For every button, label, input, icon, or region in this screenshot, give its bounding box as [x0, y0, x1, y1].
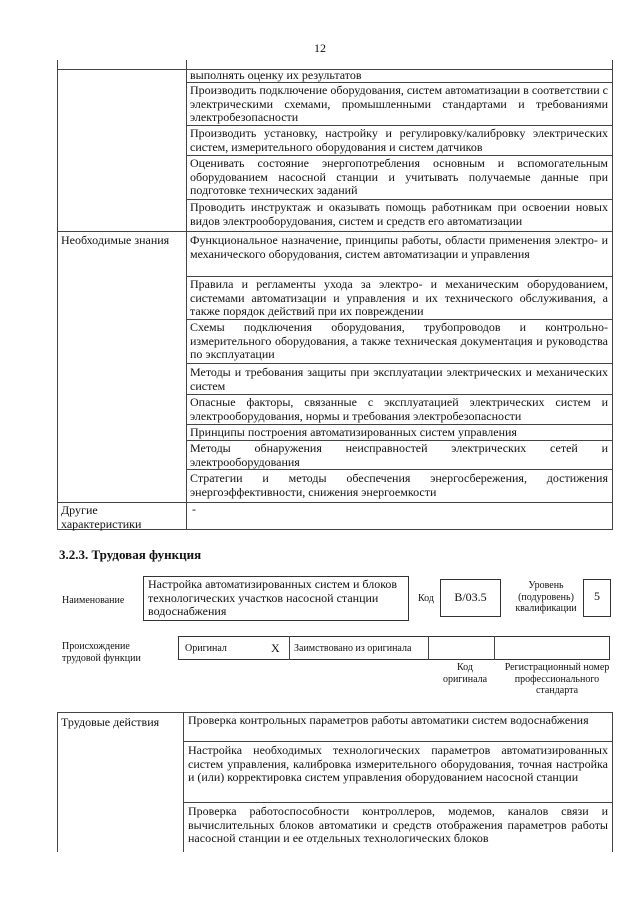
- skill-cell: Производить установку, настройку и регулировку/калибровку электрических систем, измерительного оборудования и систем датчиков: [190, 126, 608, 154]
- labor-action-cell: Проверка контрольных параметров работы автоматики систем водоснабжения: [188, 713, 589, 727]
- knowledge-cell: Методы обнаружения неисправностей электрических сетей и электрооборудования: [190, 441, 608, 469]
- labor-actions-label: Трудовые действия: [61, 715, 160, 729]
- registration-number-caption: Регистрационный номер профессионального стандарта: [504, 662, 610, 696]
- level-value: 5: [594, 589, 600, 603]
- function-name: Настройка автоматизированных систем и блоков технологических участков насосной станции водоснабжения: [148, 577, 398, 618]
- name-label: Наименование: [62, 595, 125, 606]
- knowledge-cell: Функциональное назначение, принципы работы, области применения электро- и механического оборудования, систем автоматизации и управления: [190, 233, 608, 261]
- knowledge-cell: Стратегии и методы обеспечения энергосбережения, достижения энергоэффективности, снижения энергоемкости: [190, 471, 608, 499]
- knowledge-label: Необходимые знания: [61, 233, 170, 247]
- labor-action-cell: Проверка работоспособности контроллеров, модемов, каналов связи и вычислительных блоков автоматики и средств отображения параметров работы насосной станции и ее отдельных технологических блоков: [188, 804, 608, 845]
- origin-code-caption: Код оригинала: [442, 662, 488, 685]
- qualification-level-label: Уровень (подуровень) квалификации: [515, 580, 577, 614]
- other-characteristics-label: Другие характеристики: [61, 503, 142, 531]
- labor-action-cell: Настройка необходимых технологических параметров автоматизированных систем управления, калибровка измерительного оборудования, точная настройка и (или) корректировка систем управления оборудованием насосной станции: [188, 743, 608, 784]
- skill-cell: Производить подключение оборудования, систем автоматизации в соответствии с электрическими схемами, промышленными стандартами и требованиями электробезопасности: [190, 83, 608, 124]
- skill-cell: Проводить инструктаж и оказывать помощь работникам при освоении новых видов электрооборудования, систем и средств его автоматизации: [190, 200, 608, 228]
- skill-cell: Оценивать состояние энергопотребления основным и вспомогательным оборудованием насосной станции и учитывать получаемые данные при подготовке технических заданий: [190, 156, 608, 197]
- knowledge-cell: Схемы подключения оборудования, трубопроводов и контрольно-измерительного оборудования, а также техническая документация и руководства по эксплуатации: [190, 320, 608, 361]
- knowledge-cell: Правила и регламенты ухода за электро- и механическим оборудованием, системами автоматизации и управления и их технического обслуживания, а также порядок действий при их повреждении: [190, 277, 608, 318]
- page-number: 12: [314, 41, 326, 55]
- other-characteristics-value: -: [192, 502, 196, 516]
- origin-label: Происхождение трудовой функции: [62, 641, 141, 664]
- code-label: Код: [418, 593, 434, 604]
- knowledge-cell: Опасные факторы, связанные с эксплуатацией электрических систем и электрооборудования, нормы и требования электробезопасности: [190, 395, 608, 423]
- borrowed-label: Заимствовано из оригинала: [294, 643, 412, 654]
- code-value: B/03.5: [454, 590, 487, 604]
- original-label: Оригинал: [185, 643, 227, 654]
- original-mark: X: [271, 641, 280, 655]
- skill-cell: выполнять оценку их результатов: [190, 68, 362, 82]
- knowledge-cell: Методы и требования защиты при эксплуатации электрических и механических систем: [190, 365, 608, 393]
- section-title: 3.2.3. Трудовая функция: [59, 547, 202, 562]
- knowledge-cell: Принципы построения автоматизированных систем управления: [190, 425, 517, 439]
